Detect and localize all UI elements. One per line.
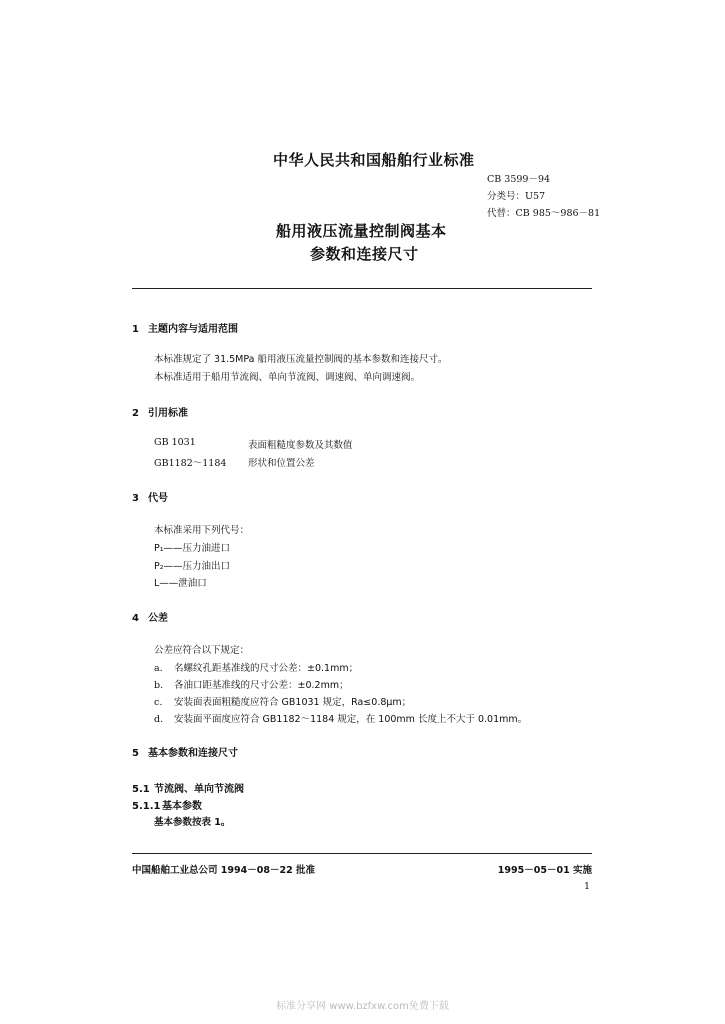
section-5-heading [132, 744, 238, 759]
tolerance-item [154, 677, 349, 691]
footer-divider [132, 853, 592, 854]
section-number: 1 [132, 324, 139, 335]
section-3-intro: 本标准采用下列代号： [154, 525, 250, 536]
item-letter: b. [154, 680, 164, 691]
item-text: 安装面平面度应符合 GB1182～1184 规定，在 100mm 长度上不大于 0.01mm。 [174, 714, 528, 725]
item-letter: d. [154, 714, 164, 725]
standard-code: CB 3599－94 [487, 174, 551, 185]
header-divider [132, 288, 592, 289]
section-2-heading [132, 404, 188, 419]
subsection-5-1-1-heading [132, 797, 202, 812]
item-letter: c. [154, 697, 163, 708]
subsection-title: 节流阀、单向节流阀 [154, 784, 244, 795]
section-title: 公差 [148, 613, 168, 624]
symbol-item [154, 558, 230, 572]
section-title: 代号 [148, 493, 168, 504]
section-title: 基本参数和连接尺寸 [148, 748, 238, 759]
symbol-description: ——压力油出口 [163, 561, 231, 572]
section-title: 主题内容与适用范围 [148, 324, 238, 335]
subsection-5-1-heading [132, 780, 244, 795]
tolerance-item [154, 660, 358, 674]
replaces-standard: 代替：CB 985～986－81 [487, 208, 601, 219]
section-number: 2 [132, 408, 139, 419]
section-number: 3 [132, 493, 139, 504]
subsection-5-1-1-text: 基本参数按表 1。 [154, 817, 231, 828]
symbol-description: ——泄油口 [159, 578, 207, 589]
section-3-heading [132, 489, 168, 504]
standard-category-title: 中华人民共和国船舶行业标准 [273, 151, 475, 169]
section-1-paragraph-1: 本标准规定了 31.5MPa 船用液压流量控制阀的基本参数和连接尺寸。 [154, 354, 448, 365]
document-title-line1: 船用液压流量控制阀基本 [276, 222, 447, 240]
symbol: P₂ [154, 561, 164, 572]
section-1-heading [132, 320, 238, 335]
symbol-description: ——压力油进口 [163, 543, 231, 554]
tolerance-item [154, 711, 527, 725]
page-number: 1 [583, 881, 590, 892]
approval-line: 中国船舶工业总公司 1994－08－22 批准 [132, 865, 315, 876]
subsection-number: 5.1.1 [132, 801, 161, 812]
subsection-number: 5.1 [132, 784, 150, 795]
section-4-intro: 公差应符合以下规定： [154, 645, 250, 656]
section-1-paragraph-2: 本标准适用于船用节流阀、单向节流阀、调速阀、单向调速阀。 [154, 372, 421, 383]
reference-description: 表面粗糙度参数及其数值 [248, 440, 353, 451]
symbol-item [154, 575, 207, 589]
symbol-item [154, 540, 230, 554]
item-text: 各油口距基准线的尺寸公差：±0.2mm； [174, 680, 349, 691]
watermark: 标准分享网 www.bzfxw.com免费下载 [276, 1001, 449, 1012]
section-number: 4 [132, 613, 139, 624]
symbol: P₁ [154, 543, 164, 554]
item-text: 安装面表面粗糙度应符合 GB1031 规定，Ra≤0.8μm； [174, 697, 412, 708]
symbol: L [154, 578, 160, 589]
section-number: 5 [132, 748, 139, 759]
section-title: 引用标准 [148, 408, 188, 419]
reference-code: GB1182～1184 [154, 458, 227, 469]
reference-description: 形状和位置公差 [248, 458, 315, 469]
item-letter: a. [154, 663, 163, 674]
section-4-heading [132, 609, 168, 624]
tolerance-item [154, 694, 411, 708]
subsection-title: 基本参数 [162, 801, 202, 812]
classification-number: 分类号：U57 [487, 191, 546, 202]
reference-code: GB 1031 [154, 437, 196, 448]
document-title-line2: 参数和连接尺寸 [310, 245, 419, 263]
effective-date: 1995－05－01 实施 [497, 865, 592, 876]
item-text: 名螺纹孔距基准线的尺寸公差：±0.1mm； [174, 663, 359, 674]
